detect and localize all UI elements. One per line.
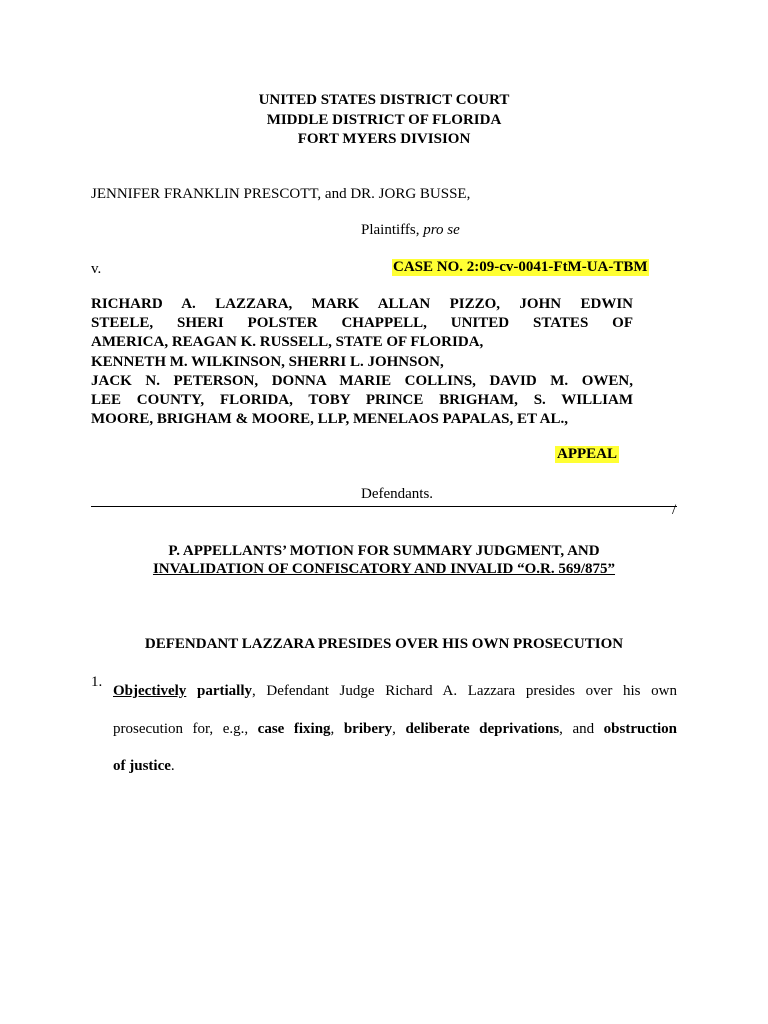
caption-rule-slash: / [672, 502, 677, 518]
paragraph-1 [113, 673, 677, 786]
appeal-highlight: APPEAL [557, 446, 617, 462]
case-fixing-term: case fixing [257, 720, 331, 737]
objectively-term: Objectively [113, 683, 187, 699]
paragraph-line-3: of justice. [113, 758, 175, 774]
court-name: UNITED STATES DISTRICT COURT [258, 92, 510, 108]
section-heading: DEFENDANT LAZZARA PRESIDES OVER HIS OWN PROSECUTION [144, 636, 624, 652]
motion-title [0, 542, 768, 578]
caption-rule [91, 505, 677, 507]
defendants-line: AMERICA, REAGAN K. RUSSELL, STATE OF FLORIDA, [91, 334, 484, 351]
plaintiffs-role [361, 222, 460, 239]
deliberate-deprivations-term: deliberate deprivations [405, 720, 560, 737]
defendants-line: LEE COUNTY, FLORIDA, TOBY PRINCE BRIGHAM, S. WILLIAM [91, 392, 633, 409]
paragraph-line-1: Objectively partially, Defendant Judge Richard A. Lazzara presides over his own [113, 683, 678, 699]
pro-se-label: pro se [423, 222, 460, 238]
paragraph-number: 1. [91, 674, 103, 690]
defendants-line: STEELE, SHERI POLSTER CHAPPELL, UNITED STATES OF [91, 315, 633, 332]
court-division: FORT MYERS DIVISION [297, 131, 471, 147]
motion-title-line1: P. APPELLANTS’ MOTION FOR SUMMARY JUDGMENT, AND [168, 543, 600, 559]
plaintiffs-names: JENNIFER FRANKLIN PRESCOTT, and DR. JORG BUSSE, [91, 186, 471, 202]
defendants-line: KENNETH M. WILKINSON, SHERRI L. JOHNSON, [91, 353, 444, 370]
court-district: MIDDLE DISTRICT OF FLORIDA [266, 111, 502, 128]
versus-label: v. [91, 261, 102, 277]
defendants-line: MOORE, BRIGHAM & MOORE, LLP, MENELAOS PAPALAS, ET AL., [91, 411, 568, 428]
defendants-label: Defendants. [361, 486, 434, 502]
obstruction-term: obstruction [603, 720, 678, 737]
paragraph-line-2: prosecution for, e.g., case fixing, bribery, deliberate deprivations, and obstruction [113, 720, 678, 737]
plaintiffs-role-label: Plaintiffs, [361, 222, 424, 238]
defendants-line: JACK N. PETERSON, DONNA MARIE COLLINS, DAVID M. OWEN, [91, 372, 633, 389]
bribery-term: bribery [343, 720, 393, 737]
partially-term: partially [196, 683, 252, 699]
case-number: CASE NO. 2:09-cv-0041-FtM-UA-TBM [393, 259, 648, 275]
motion-title-line2: INVALIDATION OF CONFISCATORY AND INVALID “O.R. 569/875” [152, 561, 616, 577]
of-justice-term: of justice [113, 758, 171, 774]
defendants-line: RICHARD A. LAZZARA, MARK ALLAN PIZZO, JOHN EDWIN [91, 296, 633, 312]
court-caption [0, 91, 768, 150]
defendants-list [91, 295, 633, 429]
